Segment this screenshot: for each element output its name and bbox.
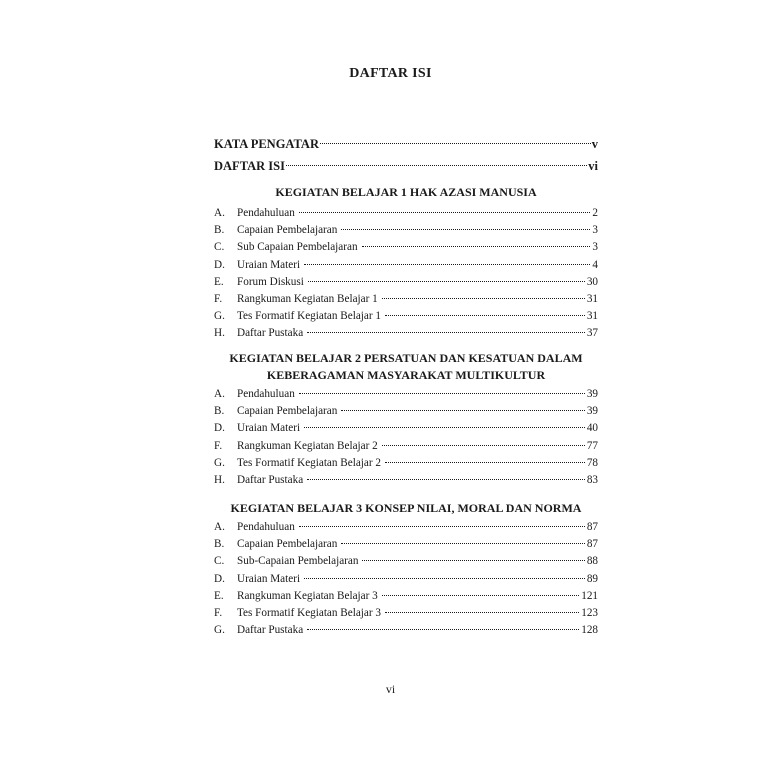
- toc-entry: [214, 257, 598, 274]
- toc-entry: [214, 308, 598, 325]
- entry-letter: H.: [214, 473, 225, 486]
- dot-leader: [304, 264, 590, 265]
- toc-section-1: [214, 184, 598, 343]
- entry-page: 87: [586, 538, 598, 551]
- dot-leader: [362, 246, 591, 247]
- dot-leader: [382, 298, 585, 299]
- toc-entry: [214, 222, 598, 239]
- dot-leader: [307, 332, 585, 333]
- toc-entry: [214, 519, 598, 536]
- main-entries: [214, 133, 598, 177]
- entry-page: 31: [586, 310, 598, 323]
- entry-text: Sub Capaian Pembelajaran: [237, 241, 358, 254]
- page-title: DAFTAR ISI: [349, 66, 432, 81]
- entry-letter: B.: [214, 538, 225, 551]
- entry-text: Pendahuluan: [237, 388, 295, 400]
- entry-letter: G.: [214, 456, 225, 469]
- dot-leader: [385, 612, 579, 613]
- entry-text: Capaian Pembelajaran: [237, 538, 338, 551]
- dot-leader: [308, 281, 585, 282]
- entry-letter: E.: [214, 275, 224, 288]
- entry-text: Capaian Pembelajaran: [237, 405, 338, 418]
- entry-letter: F.: [214, 606, 223, 619]
- entry-page: 2: [592, 207, 598, 219]
- entry-page: 83: [586, 473, 598, 486]
- toc-main-label: DAFTAR ISI: [214, 159, 285, 173]
- toc-section-3: [214, 500, 598, 639]
- toc-entry: [214, 274, 598, 291]
- toc-main-entry: [214, 155, 598, 177]
- entry-text: Tes Formatif Kegiatan Belajar 1: [237, 310, 381, 323]
- entry-page: 31: [586, 292, 598, 305]
- dot-leader: [304, 578, 585, 579]
- dot-leader: [382, 445, 585, 446]
- entry-letter: D.: [214, 422, 225, 435]
- entry-letter: F.: [214, 292, 223, 305]
- entry-text: Capaian Pembelajaran: [237, 224, 338, 237]
- toc-entry: [214, 472, 598, 489]
- toc-section-2: [214, 350, 598, 489]
- entry-page: 39: [586, 405, 598, 418]
- toc-main-label: KATA PENGATAR: [214, 137, 319, 151]
- entry-page: 77: [586, 439, 598, 452]
- toc-entry: [214, 403, 598, 420]
- entry-letter: D.: [214, 572, 225, 585]
- entry-page: 40: [586, 422, 598, 435]
- dot-leader: [307, 479, 585, 480]
- entry-letter: D.: [214, 258, 225, 271]
- entry-text: Daftar Pustaka: [237, 624, 304, 637]
- dot-leader: [304, 427, 585, 428]
- entry-text: Daftar Pustaka: [237, 327, 304, 340]
- entry-page: 30: [586, 275, 598, 288]
- toc-entry: [214, 571, 598, 588]
- entry-letter: G.: [214, 310, 225, 323]
- dot-leader: [299, 212, 591, 213]
- entry-page: 37: [586, 327, 598, 340]
- dot-leader: [385, 462, 585, 463]
- entry-letter: C.: [214, 241, 225, 254]
- entry-page: 78: [586, 456, 598, 469]
- dot-leader: [362, 560, 584, 561]
- toc-entry: [214, 553, 598, 570]
- page-number: vi: [385, 682, 396, 696]
- entry-letter: E.: [214, 589, 224, 602]
- dot-leader: [307, 629, 579, 630]
- entry-text: Pendahuluan: [237, 207, 295, 219]
- dot-leader: [341, 229, 590, 230]
- toc-main-page: vi: [588, 159, 598, 173]
- entry-page: 89: [586, 572, 598, 585]
- entry-page: 128: [581, 624, 598, 637]
- entry-letter: A.: [214, 207, 225, 219]
- section-title: KEGIATAN BELAJAR 2 PERSATUAN DAN KESATUAN DALAM: [229, 351, 583, 365]
- entry-text: Pendahuluan: [237, 521, 295, 533]
- toc-entry: [214, 291, 598, 308]
- entry-text: Rangkuman Kegiatan Belajar 2: [237, 439, 378, 452]
- dot-leader: [286, 165, 587, 166]
- entry-text: Sub-Capaian Pembelajaran: [237, 555, 359, 568]
- entry-page: 88: [586, 555, 598, 568]
- section-title: KEGIATAN BELAJAR 1 HAK AZASI MANUSIA: [275, 185, 537, 199]
- dot-leader: [341, 410, 584, 411]
- entry-letter: A.: [214, 521, 225, 533]
- entry-page: 123: [581, 606, 598, 619]
- entry-text: Uraian Materi: [237, 258, 301, 271]
- dot-leader: [341, 543, 584, 544]
- entry-text: Rangkuman Kegiatan Belajar 1: [237, 292, 378, 305]
- toc-entry: [214, 455, 598, 472]
- dot-leader: [385, 315, 585, 316]
- toc-entry: [214, 605, 598, 622]
- toc-entry: [214, 386, 598, 403]
- entry-page: 3: [592, 241, 598, 254]
- toc-entry: [214, 239, 598, 256]
- toc-entry: [214, 588, 598, 605]
- entry-text: Tes Formatif Kegiatan Belajar 2: [237, 456, 381, 469]
- toc-entry: [214, 622, 598, 639]
- entry-text: Uraian Materi: [237, 422, 301, 435]
- entry-letter: C.: [214, 555, 225, 568]
- dot-leader: [320, 143, 591, 144]
- toc-entry: [214, 438, 598, 455]
- toc-entry: [214, 536, 598, 553]
- toc-main-page: v: [591, 137, 598, 151]
- dot-leader: [299, 393, 585, 394]
- toc-main-entry: [214, 133, 598, 155]
- entry-letter: A.: [214, 388, 225, 400]
- entry-text: Uraian Materi: [237, 572, 301, 585]
- entry-page: 4: [592, 258, 598, 271]
- dot-leader: [299, 526, 585, 527]
- entry-text: Forum Diskusi: [237, 275, 304, 288]
- toc-entry: [214, 325, 598, 342]
- entry-text: Rangkuman Kegiatan Belajar 3: [237, 589, 378, 602]
- section-title-line-2: KEBERAGAMAN MASYARAKAT MULTIKULTUR: [266, 368, 546, 382]
- entry-page: 121: [581, 589, 598, 602]
- toc-entry: [214, 205, 598, 222]
- toc-entry: [214, 420, 598, 437]
- dot-leader: [382, 595, 579, 596]
- entry-letter: B.: [214, 405, 225, 418]
- entry-text: Daftar Pustaka: [237, 473, 304, 486]
- entry-page: 87: [586, 521, 598, 533]
- entry-letter: F.: [214, 439, 223, 452]
- entry-page: 3: [592, 224, 598, 237]
- entry-text: Tes Formatif Kegiatan Belajar 3: [237, 606, 381, 619]
- section-title: KEGIATAN BELAJAR 3 KONSEP NILAI, MORAL DAN NORMA: [230, 501, 582, 515]
- entry-letter: G.: [214, 624, 225, 637]
- entry-page: 39: [586, 388, 598, 400]
- entry-letter: B.: [214, 224, 225, 237]
- entry-letter: H.: [214, 327, 225, 340]
